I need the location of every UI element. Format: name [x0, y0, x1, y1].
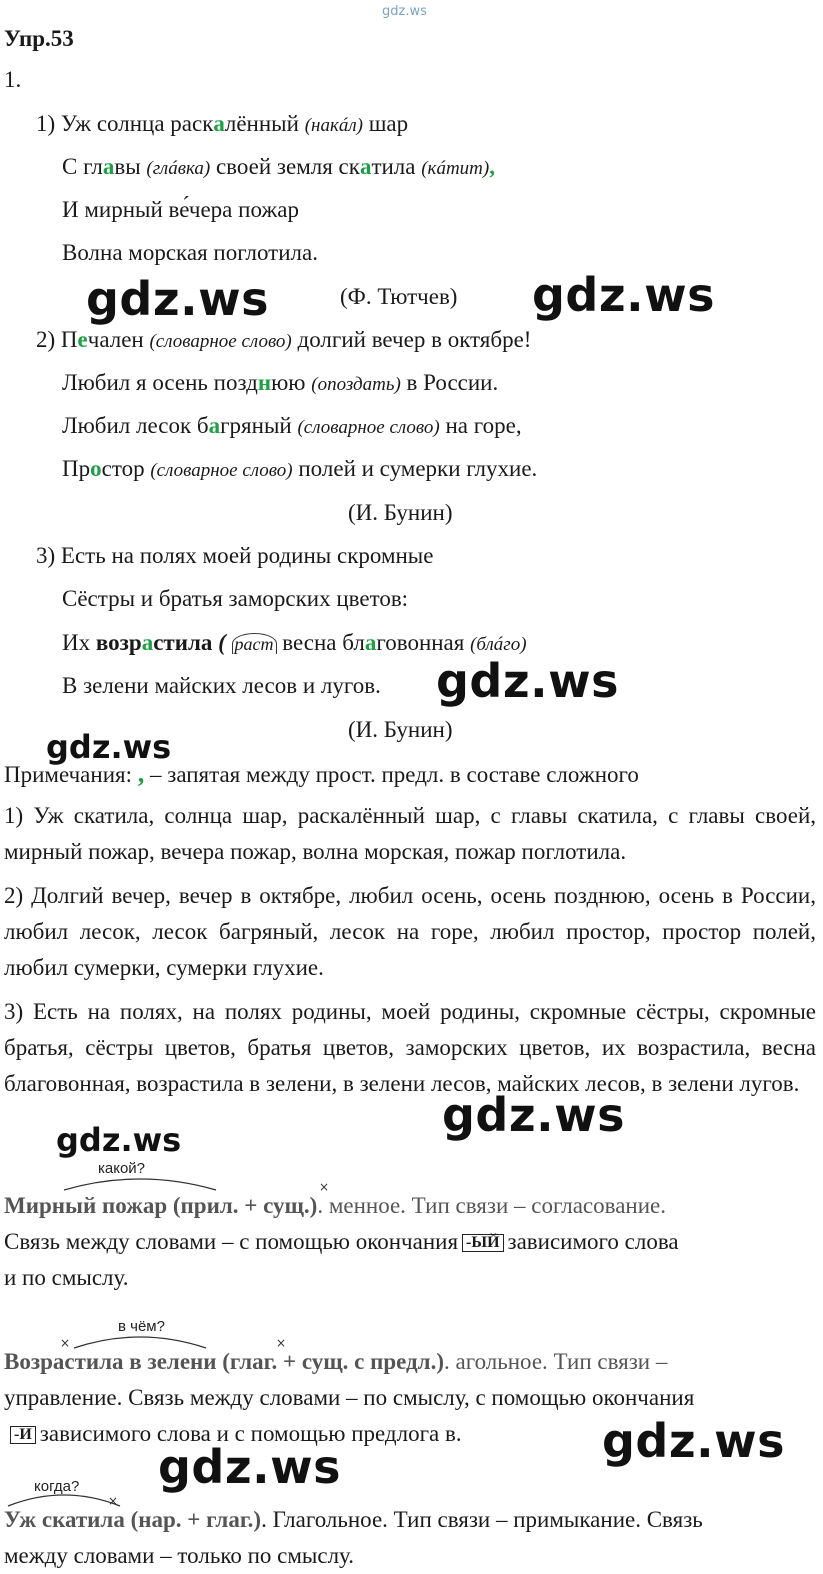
analysis2-line1: Возрастила в зелени (глаг. + сущ. с предл.). агольное. Тип связи – [4, 1349, 668, 1374]
main-word-cross: × [60, 1336, 71, 1350]
poem1-line3: И мирный ве́чера пожар [62, 197, 299, 222]
question-label: в чём? [118, 1318, 165, 1335]
poem1-line2: С главы (глáвка) своей земля скатила (кáтит), [62, 154, 495, 179]
analysis1-line1: Мирный пожар (прил. + сущ.). менное. Тип связи – согласование. [4, 1193, 666, 1218]
poem3-line4: В зелени майских лесов и лугов. [62, 673, 381, 698]
section-number: 1. [4, 67, 22, 92]
watermark: gdz.ws [602, 1414, 785, 1468]
analysis3-line1: Уж скатила (нар. + глаг.). Глагольное. Тип связи – примыкание. Связь [4, 1507, 703, 1532]
poem3-author: (И. Бунин) [348, 717, 453, 742]
poem2-line1: 2) Печален (словарное слово) долгий вечер в октябре! [36, 327, 532, 352]
question-label: когда? [34, 1478, 80, 1495]
analysis3-line2: между словами – только по смыслу. [4, 1543, 354, 1568]
analysis1-line3: и по смыслу. [4, 1265, 129, 1290]
watermark: gdz.ws [436, 654, 619, 708]
analysis2-phrase: Возрастила в зелени (глаг. + сущ. с предл.) [4, 1349, 444, 1374]
poem2-line4: Простор (словарное слово) полей и сумерки глухие. [62, 456, 538, 481]
question-arc [70, 1328, 210, 1350]
phrases-2: 2) Долгий вечер, вечер в октябре, любил осень, осень позднюю, осень в России, любил лесок, лесок багряный, лесок на горе, любил простор, простор полей, любил сумерки, сумерки глухие. [4, 883, 816, 980]
poem3-line1: 3) Есть на полях моей родины скромные [36, 543, 434, 568]
ending-box: -И [10, 1426, 36, 1444]
analysis1-phrase: Мирный пожар (прил. + сущ.) [4, 1193, 318, 1218]
exercise-title: Упр.53 [4, 26, 74, 51]
ending-box: -ЫЙ [462, 1234, 503, 1252]
main-word-cross: × [319, 1180, 330, 1194]
phrases-1: 1) Уж скатила, солнца шар, раскалённый шар, с главы скатила, с главы своей, мирный пожар, вечера пожар, волна морская, пожар поглотила. [4, 803, 816, 864]
watermark: gdz.ws [46, 728, 172, 766]
poem1-author: (Ф. Тютчев) [340, 284, 458, 309]
analysis2-line3: -И зависимого слова и с помощью предлога в. [4, 1420, 462, 1448]
poem1-line4: Волна морская поглотила. [62, 240, 318, 265]
poem3-line3: Их возрастила ( раст весна благовонная (блáго) [62, 630, 527, 655]
watermark: gdz.ws [442, 1088, 625, 1142]
question-arc [4, 1486, 124, 1508]
poem2-line2: Любил я осень позднюю (опоздать) в России. [62, 370, 499, 395]
poem3-line2: Сёстры и братья заморских цветов: [62, 586, 409, 611]
watermark: gdz.ws [56, 1121, 182, 1159]
analysis1-line2: Связь между словами – с помощью окончания -ЫЙ зависимого слова [4, 1229, 679, 1254]
watermark-top: gdz.ws [382, 4, 427, 19]
question-arc [60, 1170, 220, 1192]
watermark: gdz.ws [532, 268, 715, 322]
analysis2-line2: управление. Связь между словами – по смыслу, с помощью окончания [4, 1385, 695, 1410]
watermark: gdz.ws [158, 1440, 341, 1494]
notes-line: Примечания: , – запятая между прост. предл. в составе сложного [4, 759, 639, 788]
watermark: gdz.ws [86, 272, 269, 326]
analysis3-phrase: Уж скатила (нар. + глаг.) [4, 1507, 262, 1532]
phrases-3: 3) Есть на полях, на полях родины, моей родины, скромные сёстры, скромные братья, сёстры цветов, братья цветов, заморских цветов, их возрастила, весна благовонная, возрастила в зелени, в зелени лесов, майских лесов, в зелени лугов. [4, 999, 816, 1096]
word-root-mark: раст [232, 633, 277, 654]
question-label: какой? [98, 1160, 146, 1177]
poem2-line3: Любил лесок багряный (словарное слово) на горе, [62, 413, 522, 438]
poem1-line1: 1) Уж солнца раскалённый (накáл) шар [36, 111, 409, 136]
poem2-author: (И. Бунин) [348, 500, 453, 525]
dependent-word-cross: × [276, 1336, 287, 1350]
main-word-cross: × [108, 1494, 119, 1508]
